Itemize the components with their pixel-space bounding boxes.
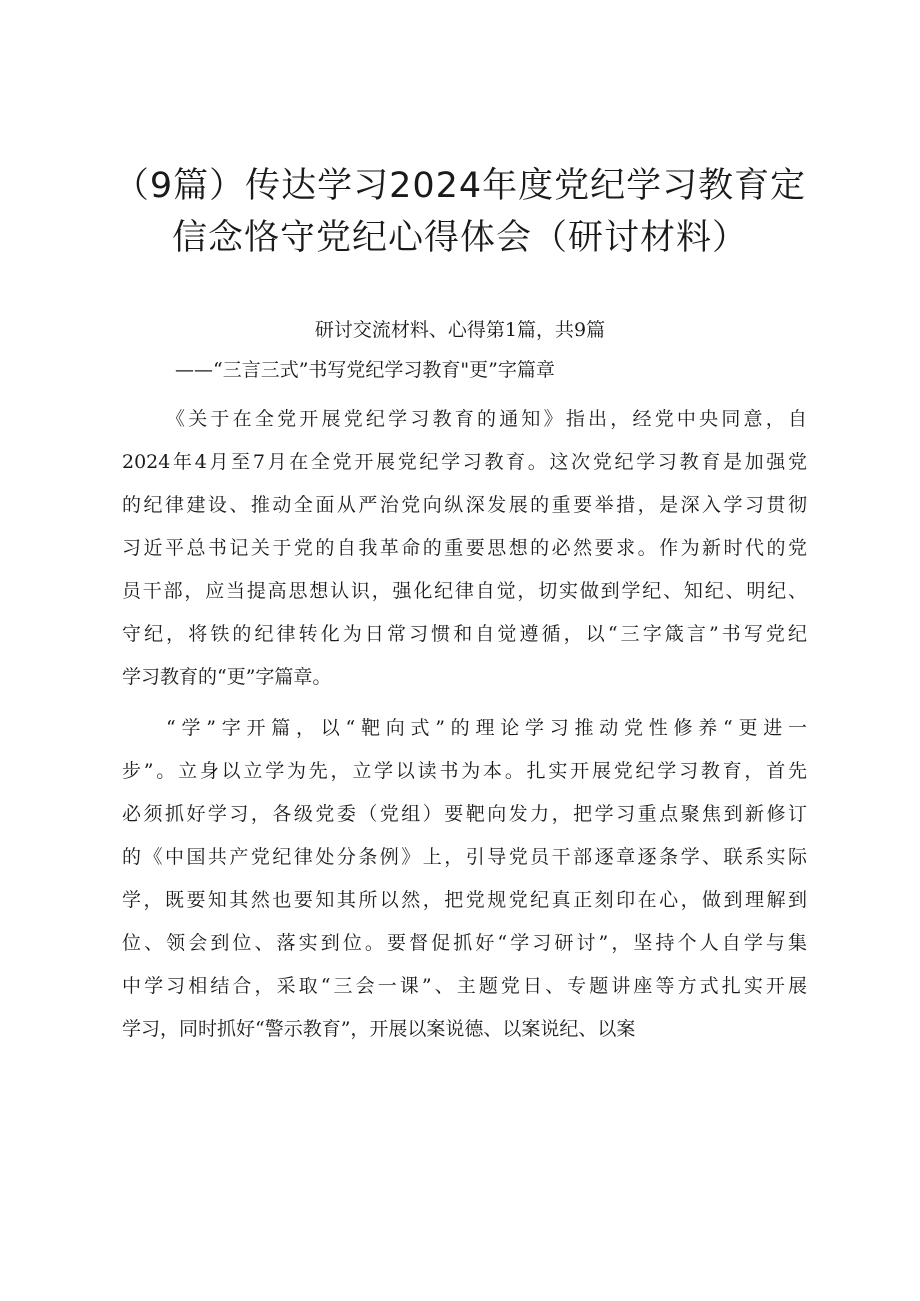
paragraph-line: 位、领会到位、落实到位。要督促抓好“学习研讨”，坚持个人自学与集 — [122, 932, 807, 954]
paragraph-line: 学习，同时抓好“警示教育”，开展以案说德、以案说纪、以案 — [122, 1018, 636, 1040]
paragraph-line: 的《中国共产党纪律处分条例》上，引导党员干部逐章逐条学、联系实际 — [122, 846, 807, 868]
paragraph-line: 《关于在全党开展党纪学习教育的通知》指出，经党中央同意，自 — [166, 408, 807, 430]
paragraph-study — [122, 707, 807, 1051]
document-title — [60, 160, 860, 264]
title-line: （9篇）传达学习2024年度党纪学习教育定 — [113, 166, 807, 206]
paragraph-line: “学”字开篇，以“靶向式”的理论学习推动党性修养“更进一 — [166, 717, 807, 739]
paragraph-line: 学习教育的“更”字篇章。 — [122, 666, 332, 688]
title-line: 信念恪守党纪心得体会（研讨材料） — [171, 218, 748, 258]
paragraph-line: 学，既要知其然也要知其所以然，把党规党纪真正刻印在心，做到理解到 — [122, 889, 807, 911]
paragraph-line: 步”。立身以立学为先，立学以读书为本。扎实开展党纪学习教育，首先 — [122, 760, 807, 782]
document-subline: ——“三言三式”书写党纪学习教育"更”字篇章 — [175, 359, 555, 381]
paragraph-line: 的纪律建设、推动全面从严治党向纵深发展的重要举措，是深入学习贯彻 — [122, 494, 807, 516]
paragraph-line: 2024年4月至7月在全党开展党纪学习教育。这次党纪学习教育是加强党 — [122, 451, 807, 473]
paragraph-line: 中学习相结合，采取“三会一课”、主题党日、专题讲座等方式扎实开展 — [122, 975, 807, 997]
paragraph-line: 习近平总书记关于党的自我革命的重要思想的必然要求。作为新时代的党 — [122, 537, 807, 559]
document-subtitle: 研讨交流材料、心得第1篇，共9篇 — [314, 319, 606, 341]
paragraph-line: 必须抓好学习，各级党委（党组）要靶向发力，把学习重点聚焦到新修订 — [122, 803, 807, 825]
paragraph-intro — [122, 398, 807, 699]
paragraph-line: 守纪，将铁的纪律转化为日常习惯和自觉遵循，以“三字箴言”书写党纪 — [122, 623, 807, 645]
paragraph-line: 员干部，应当提高思想认识，强化纪律自觉，切实做到学纪、知纪、明纪、 — [122, 580, 807, 602]
